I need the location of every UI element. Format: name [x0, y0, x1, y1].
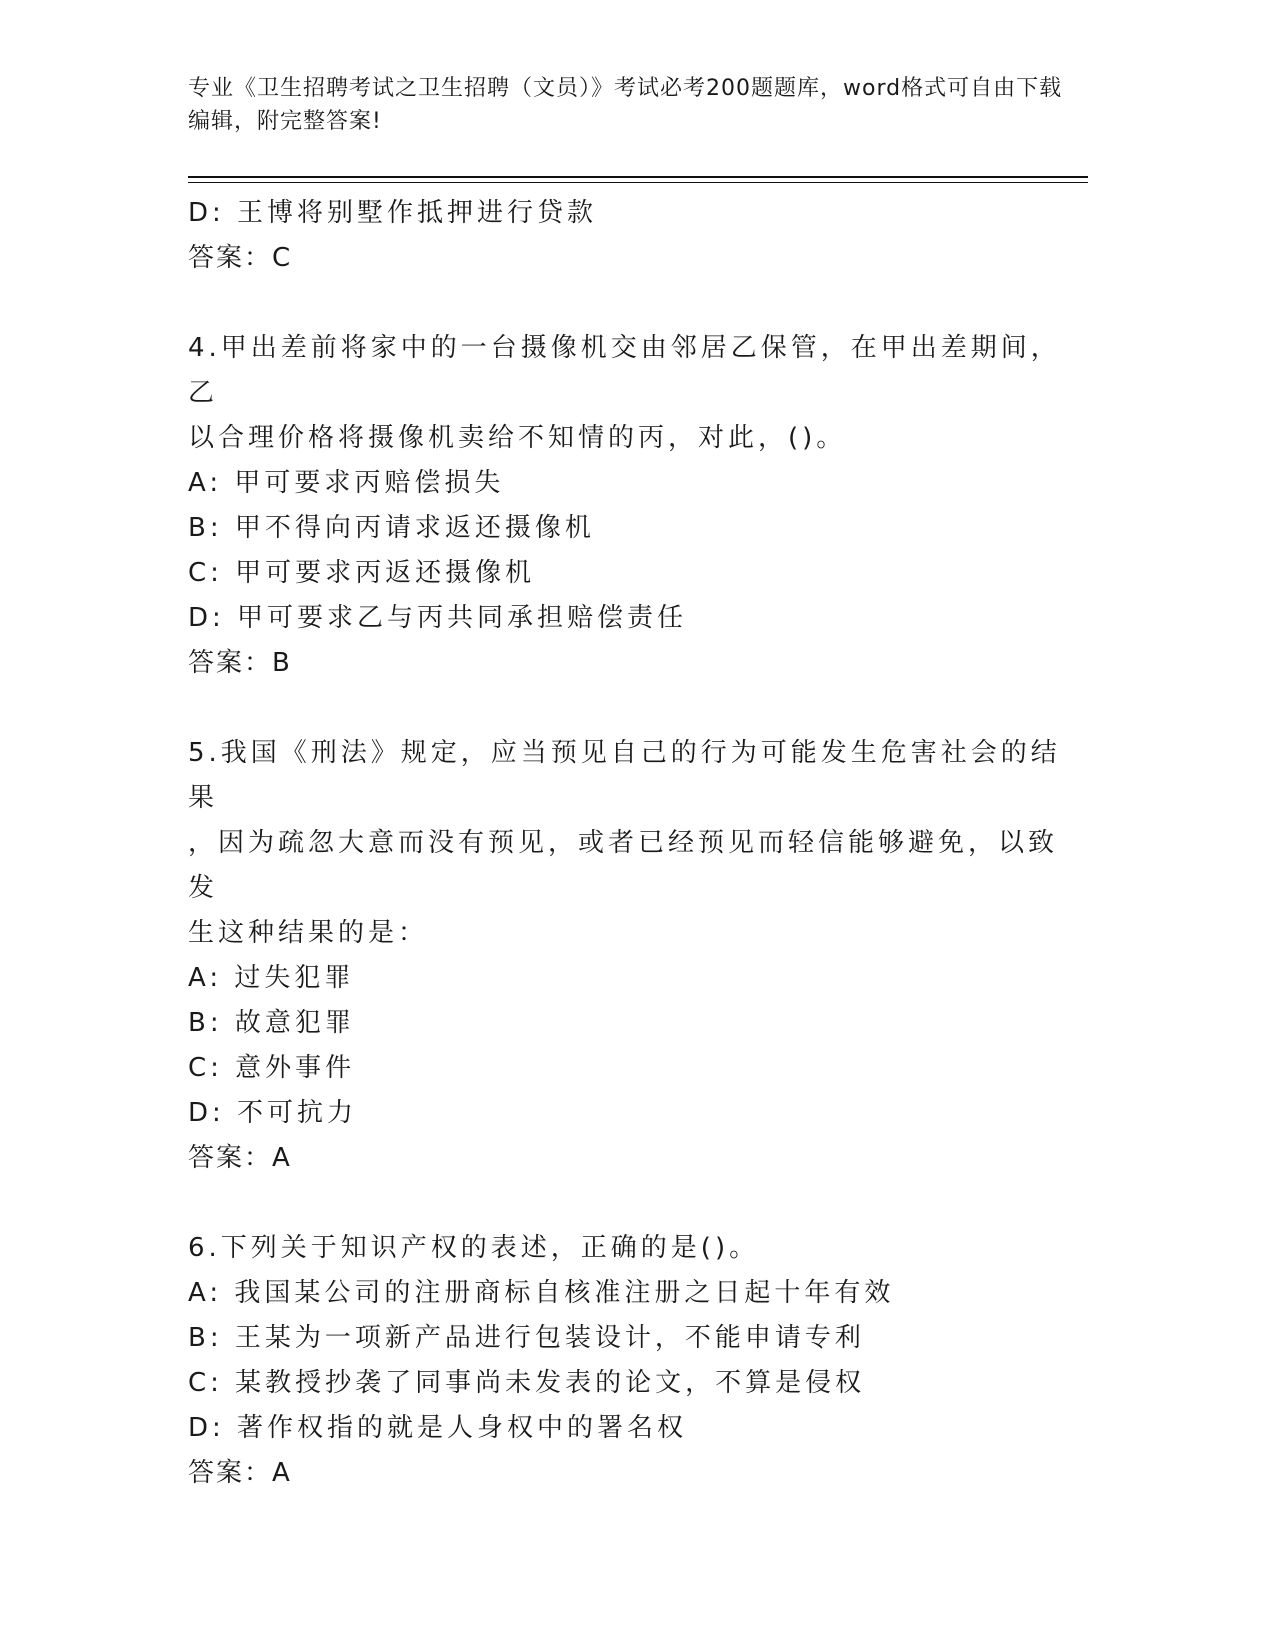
- q6-option-c: C: 某教授抄袭了同事尚未发表的论文，不算是侵权: [188, 1368, 866, 1398]
- q5-option-b: B: 故意犯罪: [188, 1008, 355, 1038]
- spacer: [188, 281, 1068, 326]
- q4-option-b: B: 甲不得向丙请求返还摄像机: [188, 513, 595, 543]
- q3-option-d: D: 王博将别墅作抵押进行贷款: [188, 198, 598, 228]
- spacer: [188, 686, 1068, 731]
- q4-option-d: D: 甲可要求乙与丙共同承担赔偿责任: [188, 603, 688, 633]
- header-rule-thick: [188, 176, 1088, 178]
- q4-stem-line-2: 以合理价格将摄像机卖给不知情的丙，对此，()。: [188, 423, 847, 453]
- q5-option-c: C: 意外事件: [188, 1053, 356, 1083]
- q5-option-a: A: 过失犯罪: [188, 963, 355, 993]
- q4-option-a: A: 甲可要求丙赔偿损失: [188, 468, 505, 498]
- q5-stem-line-3: 生这种结果的是：: [188, 918, 429, 948]
- q6-stem-line-1: 6.下列关于知识产权的表述，正确的是()。: [188, 1233, 760, 1263]
- q4-option-c: C: 甲可要求丙返还摄像机: [188, 558, 536, 588]
- document-header: 专业《卫生招聘考试之卫生招聘（文员）》考试必考200题题库，word格式可自由下载编辑，附完整答案!: [188, 76, 1063, 134]
- header-rule-thin: [188, 182, 1088, 183]
- q5-answer: 答案：A: [188, 1143, 292, 1173]
- q5-option-d: D: 不可抗力: [188, 1098, 358, 1128]
- q5-stem-line-2: ，因为疏忽大意而没有预见，或者已经预见而轻信能够避免，以致发: [188, 828, 1059, 903]
- q3-answer: 答案：C: [188, 243, 293, 273]
- q6-option-a: A: 我国某公司的注册商标自核准注册之日起十年有效: [188, 1278, 895, 1308]
- spacer: [188, 1181, 1068, 1226]
- q6-option-b: B: 王某为一项新产品进行包装设计，不能申请专利: [188, 1323, 865, 1353]
- question-list: [188, 191, 1068, 1496]
- q6-answer: 答案：A: [188, 1458, 292, 1488]
- q4-answer: 答案：B: [188, 648, 292, 678]
- q6-option-d: D: 著作权指的就是人身权中的署名权: [188, 1413, 688, 1443]
- q4-stem-line-1: 4.甲出差前将家中的一台摄像机交由邻居乙保管，在甲出差期间，乙: [188, 333, 1061, 408]
- q5-stem-line-1: 5.我国《刑法》规定，应当预见自己的行为可能发生危害社会的结果: [188, 738, 1061, 813]
